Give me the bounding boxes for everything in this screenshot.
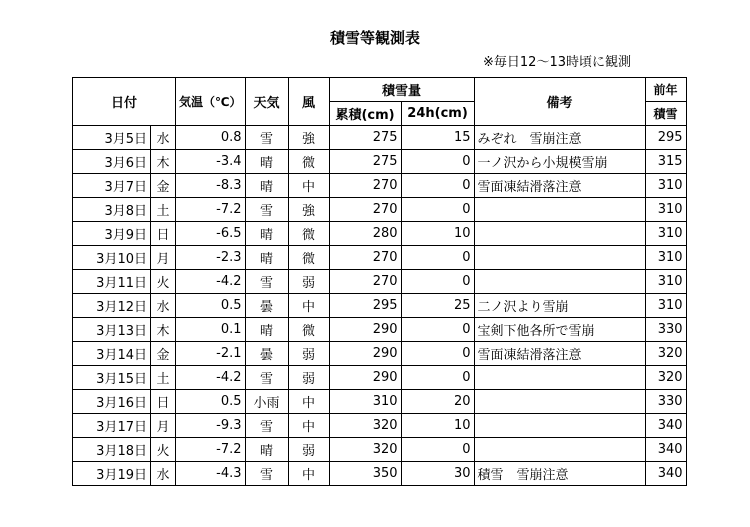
row-prev-year-snow: 310 bbox=[645, 294, 686, 318]
row-prev-year-snow: 320 bbox=[645, 342, 686, 366]
table-row bbox=[73, 246, 687, 270]
row-snow-24h: 30 bbox=[401, 462, 474, 486]
row-temperature: -7.2 bbox=[176, 438, 246, 462]
row-snow-total: 280 bbox=[329, 222, 401, 246]
row-remarks: 積雪 雪崩注意 bbox=[474, 462, 645, 486]
table-row bbox=[73, 174, 687, 198]
table-header bbox=[73, 78, 687, 126]
row-remarks bbox=[474, 414, 645, 438]
table-row bbox=[73, 222, 687, 246]
row-wind: 微 bbox=[288, 246, 329, 270]
row-remarks: 雪面凍結滑落注意 bbox=[474, 174, 645, 198]
header-prev-year-bottom: 積雪 bbox=[645, 102, 686, 126]
row-snow-24h: 0 bbox=[401, 270, 474, 294]
row-remarks: 二ノ沢より雪崩 bbox=[474, 294, 645, 318]
row-date: 3月18日 bbox=[73, 438, 151, 462]
row-temperature: 0.5 bbox=[176, 390, 246, 414]
row-date: 3月12日 bbox=[73, 294, 151, 318]
header-weather: 天気 bbox=[245, 78, 288, 126]
row-snow-24h: 0 bbox=[401, 198, 474, 222]
row-snow-24h: 0 bbox=[401, 318, 474, 342]
row-wind: 中 bbox=[288, 294, 329, 318]
row-snow-24h: 15 bbox=[401, 126, 474, 150]
row-prev-year-snow: 340 bbox=[645, 414, 686, 438]
table-row bbox=[73, 270, 687, 294]
row-snow-total: 320 bbox=[329, 414, 401, 438]
row-remarks bbox=[474, 270, 645, 294]
row-prev-year-snow: 310 bbox=[645, 222, 686, 246]
row-weather: 晴 bbox=[245, 438, 288, 462]
row-weather: 小雨 bbox=[245, 390, 288, 414]
row-day-of-week: 木 bbox=[151, 150, 176, 174]
row-snow-24h: 0 bbox=[401, 174, 474, 198]
row-remarks bbox=[474, 222, 645, 246]
row-snow-total: 310 bbox=[329, 390, 401, 414]
row-day-of-week: 水 bbox=[151, 126, 176, 150]
row-date: 3月16日 bbox=[73, 390, 151, 414]
row-snow-total: 290 bbox=[329, 366, 401, 390]
row-remarks bbox=[474, 438, 645, 462]
row-wind: 中 bbox=[288, 462, 329, 486]
row-snow-24h: 0 bbox=[401, 150, 474, 174]
row-date: 3月13日 bbox=[73, 318, 151, 342]
row-date: 3月9日 bbox=[73, 222, 151, 246]
observation-table bbox=[72, 77, 687, 486]
row-weather: 晴 bbox=[245, 222, 288, 246]
row-prev-year-snow: 295 bbox=[645, 126, 686, 150]
row-temperature: 0.1 bbox=[176, 318, 246, 342]
row-wind: 中 bbox=[288, 414, 329, 438]
row-date: 3月15日 bbox=[73, 366, 151, 390]
table-row bbox=[73, 318, 687, 342]
row-remarks: 雪面凍結滑落注意 bbox=[474, 342, 645, 366]
row-temperature: -8.3 bbox=[176, 174, 246, 198]
row-temperature: -4.3 bbox=[176, 462, 246, 486]
row-wind: 中 bbox=[288, 174, 329, 198]
row-prev-year-snow: 330 bbox=[645, 390, 686, 414]
row-weather: 雪 bbox=[245, 462, 288, 486]
table-row bbox=[73, 438, 687, 462]
header-remarks: 備考 bbox=[474, 78, 645, 126]
row-day-of-week: 月 bbox=[151, 246, 176, 270]
row-prev-year-snow: 315 bbox=[645, 150, 686, 174]
row-day-of-week: 水 bbox=[151, 462, 176, 486]
header-temperature: 気温（℃） bbox=[176, 78, 246, 126]
row-temperature: 0.8 bbox=[176, 126, 246, 150]
row-weather: 曇 bbox=[245, 342, 288, 366]
row-snow-total: 270 bbox=[329, 174, 401, 198]
table-row bbox=[73, 462, 687, 486]
row-wind: 微 bbox=[288, 222, 329, 246]
row-temperature: -6.5 bbox=[176, 222, 246, 246]
header-snow-amount: 積雪量 bbox=[329, 78, 474, 102]
table-row bbox=[73, 150, 687, 174]
row-snow-24h: 0 bbox=[401, 438, 474, 462]
header-wind: 風 bbox=[288, 78, 329, 126]
row-wind: 強 bbox=[288, 198, 329, 222]
row-date: 3月14日 bbox=[73, 342, 151, 366]
table-row bbox=[73, 390, 687, 414]
row-prev-year-snow: 320 bbox=[645, 366, 686, 390]
row-snow-total: 270 bbox=[329, 198, 401, 222]
row-day-of-week: 日 bbox=[151, 390, 176, 414]
row-date: 3月10日 bbox=[73, 246, 151, 270]
row-date: 3月6日 bbox=[73, 150, 151, 174]
row-wind: 中 bbox=[288, 390, 329, 414]
row-snow-24h: 0 bbox=[401, 342, 474, 366]
row-prev-year-snow: 340 bbox=[645, 438, 686, 462]
row-weather: 曇 bbox=[245, 294, 288, 318]
row-date: 3月5日 bbox=[73, 126, 151, 150]
row-temperature: -7.2 bbox=[176, 198, 246, 222]
row-date: 3月17日 bbox=[73, 414, 151, 438]
row-prev-year-snow: 340 bbox=[645, 462, 686, 486]
row-day-of-week: 火 bbox=[151, 438, 176, 462]
row-date: 3月11日 bbox=[73, 270, 151, 294]
row-day-of-week: 火 bbox=[151, 270, 176, 294]
table-row bbox=[73, 366, 687, 390]
table-row bbox=[73, 198, 687, 222]
observation-time-note: ※毎日12～13時頃に観測 bbox=[483, 55, 631, 70]
row-snow-total: 270 bbox=[329, 246, 401, 270]
row-weather: 雪 bbox=[245, 198, 288, 222]
row-snow-24h: 0 bbox=[401, 246, 474, 270]
header-prev-year-top: 前年 bbox=[645, 78, 686, 102]
row-date: 3月8日 bbox=[73, 198, 151, 222]
row-weather: 晴 bbox=[245, 174, 288, 198]
row-temperature: -2.3 bbox=[176, 246, 246, 270]
row-snow-total: 275 bbox=[329, 150, 401, 174]
row-day-of-week: 土 bbox=[151, 366, 176, 390]
row-day-of-week: 月 bbox=[151, 414, 176, 438]
page-title: 積雪等観測表 bbox=[329, 29, 420, 47]
row-snow-24h: 10 bbox=[401, 414, 474, 438]
row-remarks bbox=[474, 366, 645, 390]
table-row bbox=[73, 342, 687, 366]
row-snow-total: 295 bbox=[329, 294, 401, 318]
row-wind: 強 bbox=[288, 126, 329, 150]
row-prev-year-snow: 310 bbox=[645, 270, 686, 294]
row-temperature: -9.3 bbox=[176, 414, 246, 438]
row-temperature: -4.2 bbox=[176, 366, 246, 390]
row-snow-total: 275 bbox=[329, 126, 401, 150]
header-snow-24h: 24h(cm) bbox=[401, 102, 474, 126]
row-remarks bbox=[474, 198, 645, 222]
row-weather: 雪 bbox=[245, 270, 288, 294]
table-body bbox=[73, 126, 687, 486]
row-remarks: 一ノ沢から小規模雪崩 bbox=[474, 150, 645, 174]
row-temperature: -2.1 bbox=[176, 342, 246, 366]
row-day-of-week: 日 bbox=[151, 222, 176, 246]
row-wind: 弱 bbox=[288, 366, 329, 390]
row-wind: 弱 bbox=[288, 342, 329, 366]
row-snow-total: 290 bbox=[329, 342, 401, 366]
row-prev-year-snow: 310 bbox=[645, 174, 686, 198]
row-snow-24h: 25 bbox=[401, 294, 474, 318]
row-prev-year-snow: 310 bbox=[645, 198, 686, 222]
row-remarks bbox=[474, 246, 645, 270]
row-day-of-week: 金 bbox=[151, 174, 176, 198]
row-wind: 微 bbox=[288, 318, 329, 342]
row-snow-total: 350 bbox=[329, 462, 401, 486]
row-prev-year-snow: 330 bbox=[645, 318, 686, 342]
row-temperature: -4.2 bbox=[176, 270, 246, 294]
row-wind: 弱 bbox=[288, 270, 329, 294]
header-snow-total: 累積(cm) bbox=[329, 102, 401, 126]
row-day-of-week: 木 bbox=[151, 318, 176, 342]
row-weather: 晴 bbox=[245, 150, 288, 174]
row-remarks bbox=[474, 390, 645, 414]
row-weather: 晴 bbox=[245, 246, 288, 270]
row-snow-total: 270 bbox=[329, 270, 401, 294]
row-wind: 微 bbox=[288, 150, 329, 174]
row-date: 3月19日 bbox=[73, 462, 151, 486]
row-day-of-week: 水 bbox=[151, 294, 176, 318]
row-temperature: -3.4 bbox=[176, 150, 246, 174]
row-snow-total: 290 bbox=[329, 318, 401, 342]
row-snow-24h: 10 bbox=[401, 222, 474, 246]
row-snow-total: 320 bbox=[329, 438, 401, 462]
row-weather: 晴 bbox=[245, 318, 288, 342]
row-remarks: みぞれ 雪崩注意 bbox=[474, 126, 645, 150]
header-date: 日付 bbox=[73, 78, 176, 126]
row-prev-year-snow: 310 bbox=[645, 246, 686, 270]
row-day-of-week: 土 bbox=[151, 198, 176, 222]
table-row bbox=[73, 126, 687, 150]
row-weather: 雪 bbox=[245, 366, 288, 390]
table-row bbox=[73, 414, 687, 438]
row-snow-24h: 0 bbox=[401, 366, 474, 390]
row-temperature: 0.5 bbox=[176, 294, 246, 318]
row-date: 3月7日 bbox=[73, 174, 151, 198]
row-snow-24h: 20 bbox=[401, 390, 474, 414]
row-weather: 雪 bbox=[245, 414, 288, 438]
row-day-of-week: 金 bbox=[151, 342, 176, 366]
table-row bbox=[73, 294, 687, 318]
row-weather: 雪 bbox=[245, 126, 288, 150]
row-remarks: 宝剣下他各所で雪崩 bbox=[474, 318, 645, 342]
row-wind: 弱 bbox=[288, 438, 329, 462]
